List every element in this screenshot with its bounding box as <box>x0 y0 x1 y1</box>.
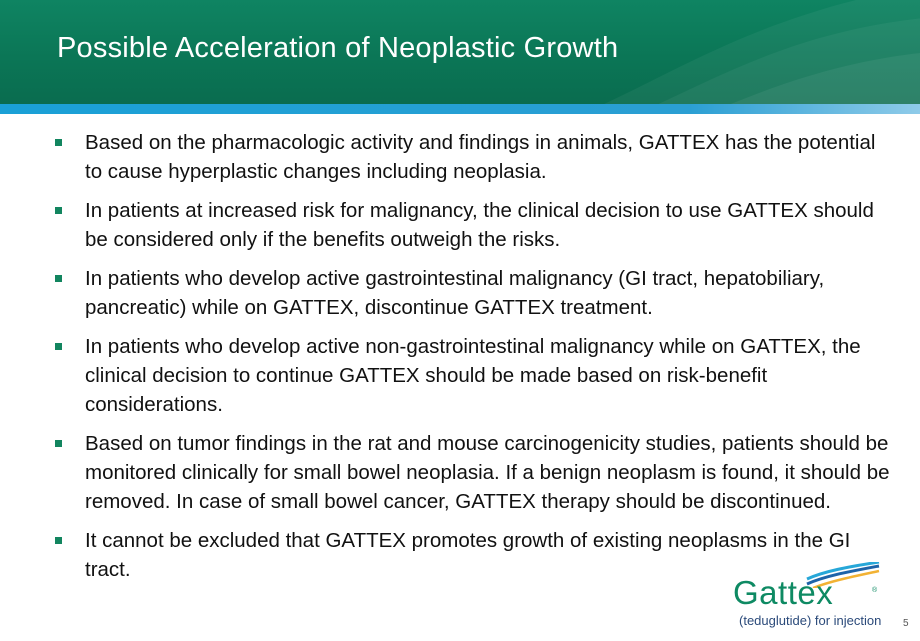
bullet-item <box>52 264 892 322</box>
slide-header <box>0 0 920 104</box>
bullet-text: In patients who develop active non-gastrointestinal malignancy while on GATTEX, the clinical decision to continue GATTEX should be made based on risk-benefit considerations. <box>85 335 861 416</box>
logo-registered-mark: ® <box>872 587 878 594</box>
square-bullet-icon <box>55 207 62 214</box>
logo-wordmark: Gattex <box>733 574 834 611</box>
bullet-item <box>52 429 892 516</box>
bullet-text: In patients at increased risk for malignancy, the clinical decision to use GATTEX should be considered only if the benefits outweigh the risks. <box>85 199 874 251</box>
square-bullet-icon <box>55 139 62 146</box>
square-bullet-icon <box>55 537 62 544</box>
bullet-text: Based on the pharmacologic activity and findings in animals, GATTEX has the potential to cause hyperplastic changes including neoplasia. <box>85 131 876 183</box>
square-bullet-icon <box>55 440 62 447</box>
page-number: 5 <box>903 618 909 629</box>
bullet-list <box>52 128 892 594</box>
square-bullet-icon <box>55 275 62 282</box>
logo-subtitle: (teduglutide) for injection <box>739 613 882 628</box>
bullet-item <box>52 332 892 419</box>
bullet-item <box>52 196 892 254</box>
header-rule <box>0 104 920 114</box>
bullet-item <box>52 128 892 186</box>
slide-title: Possible Acceleration of Neoplastic Growth <box>57 32 619 64</box>
square-bullet-icon <box>55 343 62 350</box>
bullet-text: In patients who develop active gastrointestinal malignancy (GI tract, hepatobiliary, pancreatic) while on GATTEX, discontinue GATTEX treatment. <box>85 267 825 319</box>
bullet-text: It cannot be excluded that GATTEX promotes growth of existing neoplasms in the GI tract. <box>85 529 851 581</box>
gattex-logo <box>733 562 881 634</box>
bullet-text: Based on tumor findings in the rat and mouse carcinogenicity studies, patients should be monitored clinically for small bowel neoplasia. If a benign neoplasm is found, it should be removed. In case of small bowel cancer, GATTEX therapy should be discontinued. <box>85 432 890 513</box>
